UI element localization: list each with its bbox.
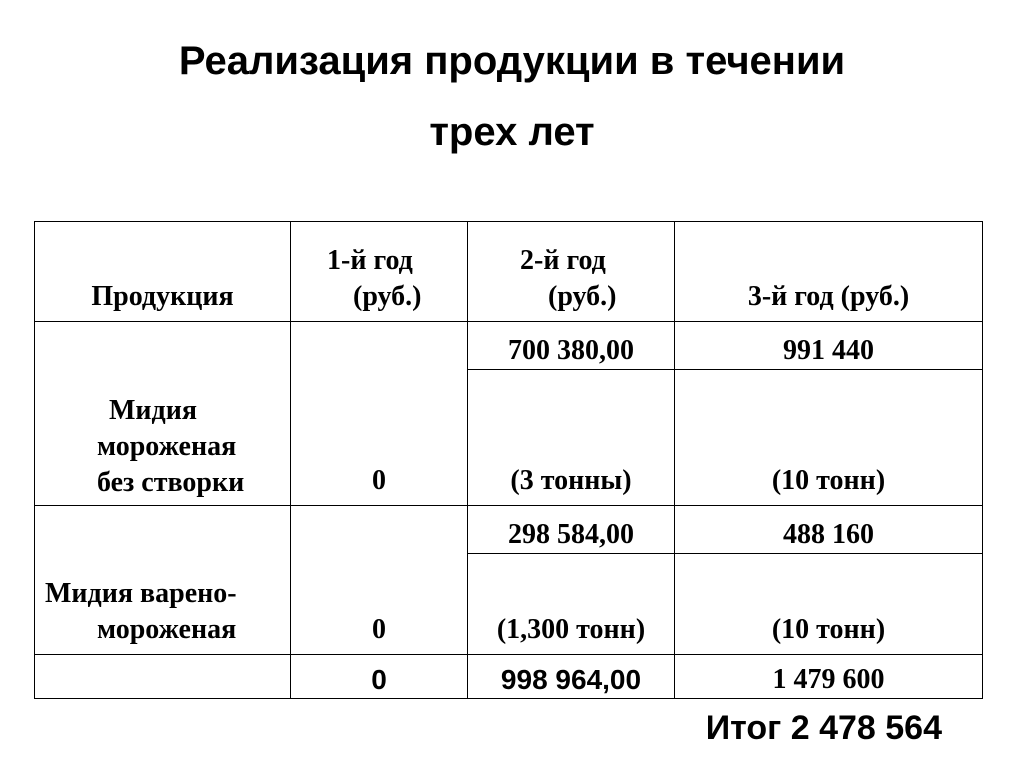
header-year-1-label: 1-й год bbox=[327, 245, 413, 276]
table-row bbox=[35, 506, 983, 554]
year-3-value: 991 440 bbox=[675, 322, 983, 370]
product-name-line: мороженая bbox=[97, 614, 237, 645]
year-3-volume: (10 тонн) bbox=[675, 554, 983, 655]
year-2-value: 700 380,00 bbox=[468, 322, 675, 370]
header-year-2-label: 2-й год bbox=[520, 245, 606, 276]
year-2-volume: (1,300 тонн) bbox=[468, 554, 675, 655]
product-name-line: Мидия варено- bbox=[45, 578, 237, 609]
header-year-1-unit: (руб.) bbox=[353, 281, 422, 312]
header-year-2-unit: (руб.) bbox=[548, 281, 617, 312]
sales-table bbox=[34, 221, 983, 699]
header-product: Продукция bbox=[35, 222, 291, 322]
product-name-line: Мидия bbox=[109, 395, 198, 426]
product-cell bbox=[35, 322, 291, 506]
header-year-2 bbox=[468, 222, 675, 322]
totals-product bbox=[35, 655, 291, 699]
total-year-3: 1 479 600 bbox=[675, 655, 983, 699]
header-year-1 bbox=[291, 222, 468, 322]
table-row bbox=[35, 322, 983, 370]
total-year-2: 998 964,00 bbox=[468, 655, 675, 699]
year-1-value: 0 bbox=[291, 322, 468, 506]
product-cell bbox=[35, 506, 291, 655]
year-2-value: 298 584,00 bbox=[468, 506, 675, 554]
year-3-value: 488 160 bbox=[675, 506, 983, 554]
totals-row bbox=[35, 655, 983, 699]
page-title-line-1: Реализация продукции в течении bbox=[178, 39, 846, 83]
product-name-line: мороженая bbox=[97, 431, 237, 462]
total-year-1: 0 bbox=[291, 655, 468, 699]
table-header-row bbox=[35, 222, 983, 322]
year-1-value: 0 bbox=[291, 506, 468, 655]
year-3-volume: (10 тонн) bbox=[675, 370, 983, 506]
year-2-volume: (3 тонны) bbox=[468, 370, 675, 506]
product-name-line: без створки bbox=[97, 467, 245, 498]
grand-total: Итог 2 478 564 bbox=[705, 709, 942, 747]
header-year-3: 3-й год (руб.) bbox=[675, 222, 983, 322]
page-title-line-2: трех лет bbox=[429, 110, 595, 154]
